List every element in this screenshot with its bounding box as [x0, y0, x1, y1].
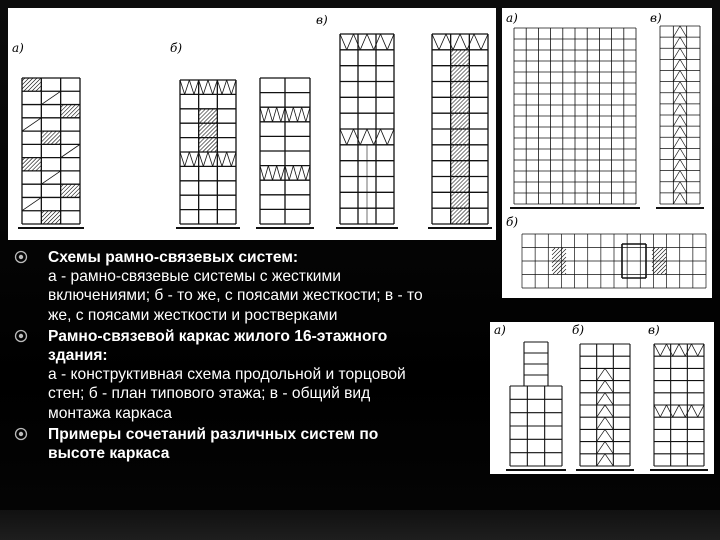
- label-b: б): [170, 41, 183, 55]
- figure-frame-braced-systems-svg: [8, 8, 496, 240]
- bullet-1-line-3: же, с поясами жесткости и ростверками: [48, 306, 338, 324]
- figure-system-combinations-svg: [490, 322, 714, 474]
- circled-dot-icon: [14, 329, 28, 343]
- bottom-band: [0, 510, 720, 540]
- bullet-item-1: [14, 248, 496, 325]
- figure-16-storey-frame: [502, 8, 712, 298]
- bullet-3-heading-2: высоте каркаса: [48, 445, 170, 463]
- figure-16-storey-frame-svg: [502, 8, 712, 298]
- figure-system-combinations: [490, 322, 714, 474]
- label-b-combo: б): [572, 323, 585, 337]
- bullet-3-heading: Примеры сочетаний различных систем по: [48, 425, 379, 443]
- bullet-item-3: [14, 425, 496, 463]
- bullet-2-line-3: монтажа каркаса: [48, 404, 172, 422]
- bullet-item-2: [14, 327, 496, 423]
- label-v-assembly: в): [650, 11, 662, 25]
- bullet-2-line-2: стен; б - план типового этажа; в - общий вид: [48, 385, 371, 403]
- label-a: а): [12, 41, 24, 55]
- bullet-1-line-1: а - рамно-связевые системы с жесткими: [48, 268, 341, 286]
- circled-dot-icon: [14, 427, 28, 441]
- label-v: в): [316, 13, 328, 27]
- circled-dot-icon: [14, 250, 28, 264]
- bullet-2-line-1: а - конструктивная схема продольной и торцовой: [48, 366, 406, 384]
- bullet-2-heading-2: здания:: [48, 347, 108, 365]
- label-a-combo: а): [494, 323, 506, 337]
- bullet-2-heading: Рамно-связевой каркас жилого 16-этажного: [48, 327, 388, 345]
- label-b-plan: б): [506, 215, 519, 229]
- bullet-list: [14, 248, 496, 465]
- bullet-1-line-2: включениями; б - то же, с поясами жесткости; в - то: [48, 287, 423, 305]
- label-a-elevation: а): [506, 11, 518, 25]
- label-v-combo: в): [648, 323, 660, 337]
- bullet-1-heading: Схемы рамно-связевых систем:: [48, 249, 299, 266]
- figure-frame-braced-systems: [8, 8, 496, 240]
